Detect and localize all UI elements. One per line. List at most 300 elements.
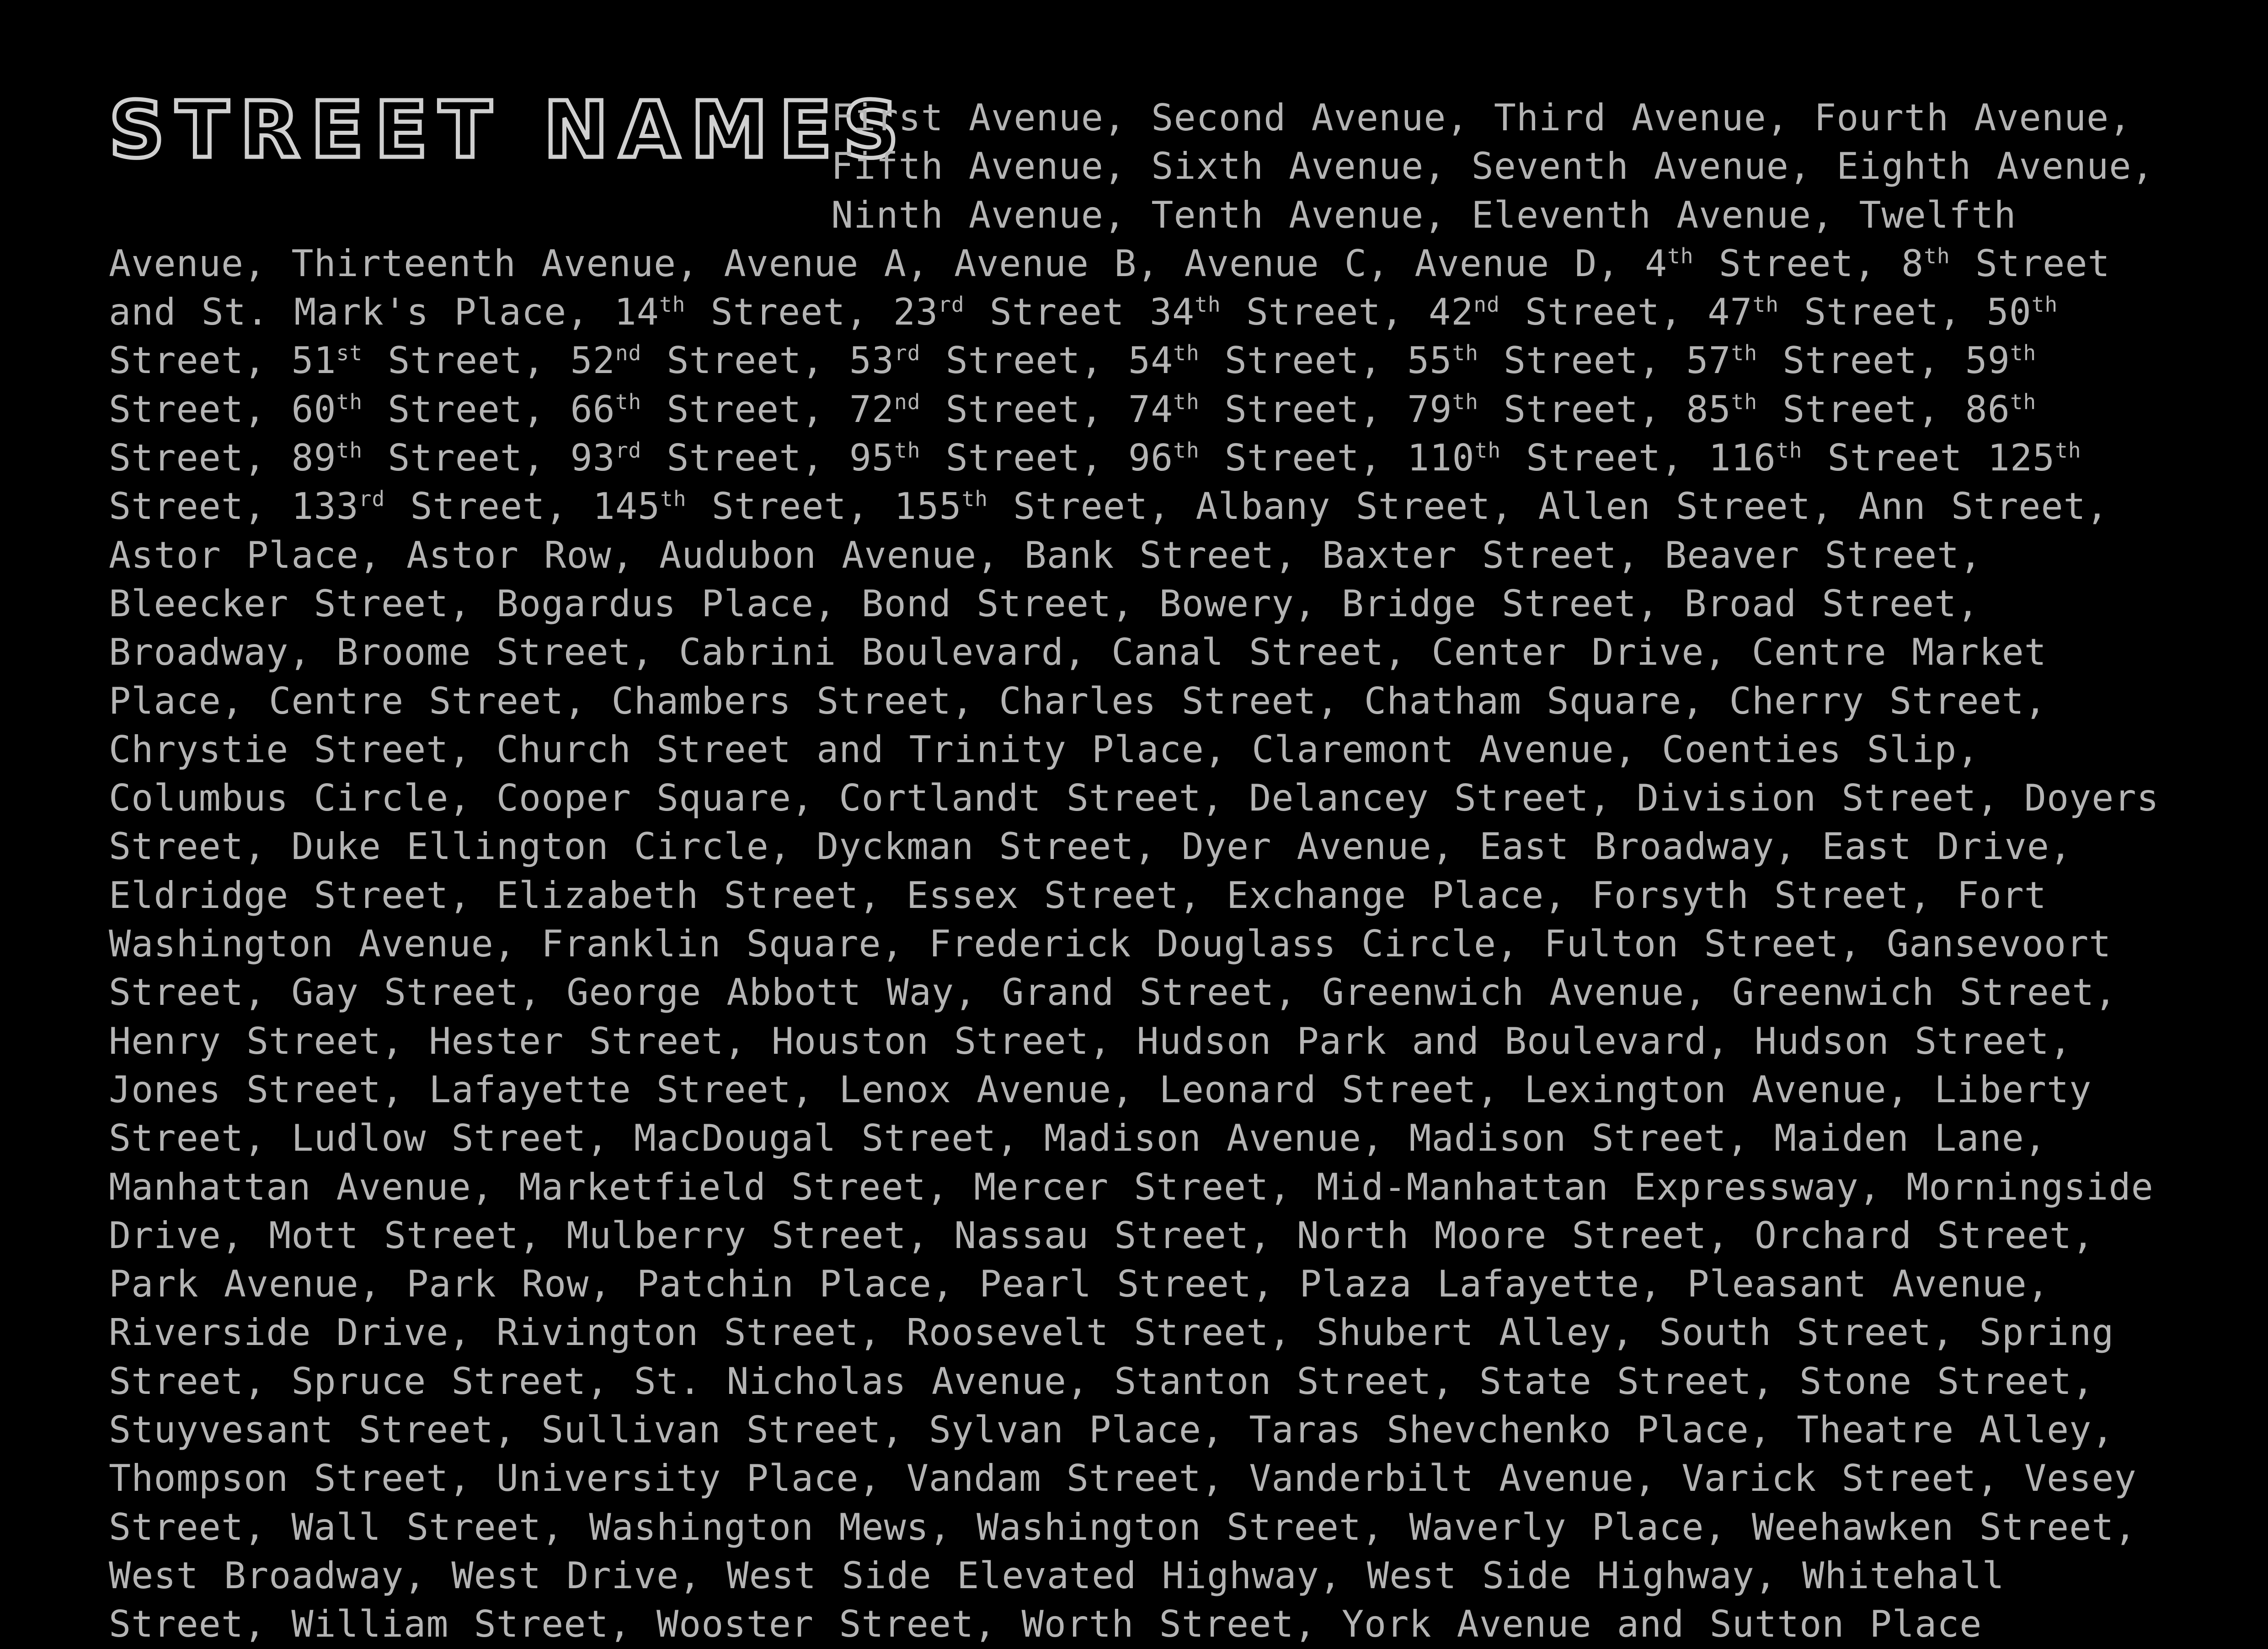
street-name: Bridge Street (1341, 582, 1637, 625)
street-name: 4th Street (1645, 242, 1854, 285)
street-name: 66th Street (570, 388, 802, 431)
street-name: Worth Street (1021, 1603, 1294, 1646)
street-name: Park Avenue (109, 1263, 359, 1306)
street-separator: , (243, 1505, 292, 1548)
street-separator: , (1909, 874, 1957, 917)
street-name: Varick Street (1681, 1457, 1977, 1500)
street-name: Hudson Park and Boulevard (1137, 1019, 1707, 1062)
street-separator: , (243, 1603, 292, 1646)
street-name: 89th Street (291, 437, 523, 480)
street-separator: , (974, 1603, 1022, 1646)
street-separator: , (381, 1019, 429, 1062)
street-separator: , (1359, 388, 1408, 431)
street-name: Hester Street (429, 1019, 724, 1062)
street-name: Bank Street (1024, 534, 1275, 576)
street-name: Church Street and Trinity Place (496, 728, 1204, 771)
street-name: 95th Street (849, 437, 1081, 480)
street-separator: , (1361, 1505, 1409, 1548)
street-separator: , (1294, 582, 1342, 625)
street-separator: , (845, 291, 893, 334)
street-separator: , (404, 1554, 452, 1597)
street-separator: , (1704, 631, 1752, 674)
street-name: Pleasant Avenue (1687, 1263, 2027, 1306)
street-separator: , (2049, 825, 2072, 868)
street-name: Tenth Avenue (1151, 193, 1424, 236)
street-name: Manhattan Avenue (109, 1165, 471, 1208)
street-separator: , (221, 679, 269, 722)
street-name: Greenwich Avenue (1322, 971, 1685, 1014)
street-names-poster (109, 85, 2175, 1646)
street-name: Fort Washington Avenue (109, 874, 2047, 966)
street-name: Third Avenue (1494, 96, 1766, 139)
street-name: Weehawken Street (1751, 1505, 2114, 1548)
street-separator: , (1766, 96, 1814, 139)
street-name: Ann Street (1858, 485, 2086, 528)
street-name: Doyers Street (109, 777, 2159, 868)
street-separator: , (518, 1214, 567, 1257)
street-name: Franklin Square (541, 923, 881, 966)
street-name: Madison Avenue (1044, 1117, 1362, 1160)
street-name: Shubert Alley (1316, 1311, 1612, 1354)
street-name: Grand Street (1002, 971, 1275, 1014)
street-list (109, 94, 2175, 1649)
street-name: Plaza Lafayette (1299, 1263, 1640, 1306)
street-separator: , (564, 679, 612, 722)
street-separator: , (1681, 679, 1729, 722)
street-separator: , (977, 534, 1025, 576)
street-name: Morningside Drive (109, 1165, 2154, 1257)
street-name: 145th Street (592, 485, 847, 528)
street-name: Spring Street (109, 1311, 2114, 1403)
street-separator: , (2049, 1019, 2072, 1062)
street-name: Cortlandt Street (839, 777, 1201, 820)
street-name: Broad Street (1684, 582, 1957, 625)
street-name: Ninth Avenue (831, 193, 1104, 236)
street-separator: , (566, 291, 614, 334)
street-name: Bond Street (861, 582, 1112, 625)
street-name: Dyckman Street (816, 825, 1134, 868)
street-separator: , (846, 485, 895, 528)
street-separator: , (1080, 339, 1128, 382)
street-name: York Avenue and Sutton Place (1341, 1603, 1982, 1646)
street-separator: , (881, 923, 929, 966)
street-name: Whitehall Street (109, 1554, 2005, 1646)
street-name: State Street (1479, 1360, 1752, 1403)
street-separator: , (931, 1263, 980, 1306)
street-separator: , (1707, 1214, 1755, 1257)
street-separator: , (2024, 679, 2047, 722)
street-name: Rivington Street (496, 1311, 859, 1354)
street-separator: , (1917, 388, 1965, 431)
street-name: Cooper Square (496, 777, 791, 820)
street-separator: , (1660, 291, 1708, 334)
street-separator: , (381, 1068, 429, 1111)
street-separator: , (1424, 145, 1472, 188)
street-separator: , (1886, 1068, 1935, 1111)
street-name: Eldridge Street (109, 874, 449, 917)
street-name: Broadway (109, 631, 289, 674)
street-separator: , (1704, 1505, 1752, 1548)
street-name: 72nd Street (849, 388, 1081, 431)
street-separator: , (1774, 825, 1822, 868)
street-name: First Avenue (831, 96, 1104, 139)
street-separator: , (859, 874, 907, 917)
street-separator: , (1751, 1360, 1800, 1403)
heading-text: STREET NAMES (109, 85, 910, 176)
street-name: Forsyth Street (1591, 874, 1909, 917)
street-separator: , (1614, 728, 1662, 771)
street-name: Bowery (1159, 582, 1294, 625)
street-separator: , (1853, 242, 1902, 285)
street-name: Leonard Street (1159, 1068, 1477, 1111)
street-name: Theatre Alley (1797, 1409, 2092, 1452)
street-name: Sixth Avenue (1151, 145, 1424, 188)
street-separator: , (523, 437, 571, 480)
street-separator: , (1274, 534, 1322, 576)
street-name: Nassau Street (954, 1214, 1249, 1257)
street-separator: , (1957, 728, 1980, 771)
street-name: Charles Street (999, 679, 1317, 722)
street-name: 74th Street (1128, 388, 1360, 431)
street-separator: , (1811, 193, 1859, 236)
street-name: Stone Street (1799, 1360, 2072, 1403)
street-name: 55th Street (1407, 339, 1638, 382)
street-separator: , (1476, 1068, 1525, 1111)
street-separator: , (1431, 1360, 1479, 1403)
street-separator: , (929, 1505, 977, 1548)
street-separator: , (243, 1117, 292, 1160)
street-separator: , (358, 1263, 407, 1306)
street-separator: , (358, 534, 407, 576)
street-name: 60th Street (291, 388, 523, 431)
street-name: Avenue C (1184, 242, 1367, 285)
street-separator: , (1294, 1603, 1342, 1646)
street-separator: , (1384, 631, 1432, 674)
street-separator: , (1661, 437, 1709, 480)
street-separator: , (801, 388, 849, 431)
street-separator: , (2086, 485, 2109, 528)
street-name: Centre Street (269, 679, 564, 722)
street-name: Washington Street (977, 1505, 1362, 1548)
street-name: Avenue B (954, 242, 1137, 285)
street-name: 93rd Street (570, 437, 802, 480)
street-name: Mott Street (269, 1214, 519, 1257)
street-name: Astor Place (109, 534, 359, 576)
street-separator: , (1544, 874, 1592, 917)
street-separator: , (523, 339, 571, 382)
street-separator: , (1959, 534, 1982, 576)
street-name: 53rd Street (849, 339, 1081, 382)
street-separator: , (906, 242, 955, 285)
street-separator: , (243, 388, 292, 431)
street-separator: , (801, 339, 849, 382)
street-separator: , (1638, 388, 1686, 431)
street-name: Broome Street (336, 631, 631, 674)
street-separator: , (1103, 193, 1152, 236)
street-separator: , (1066, 1360, 1115, 1403)
street-separator: , (1249, 1214, 1297, 1257)
street-name: Twelfth Avenue (109, 193, 2017, 285)
street-separator: , (1204, 728, 1252, 771)
street-separator: , (1754, 1554, 1803, 1597)
street-name: Essex Street (906, 874, 1179, 917)
street-separator: , (243, 437, 292, 480)
street-name: North Moore Street (1297, 1214, 1707, 1257)
street-separator: , (1089, 1019, 1137, 1062)
street-separator: , (1367, 242, 1415, 285)
street-separator: , (2114, 1505, 2137, 1548)
street-separator: , (951, 679, 999, 722)
street-separator: , (1496, 923, 1544, 966)
street-separator: , (545, 485, 593, 528)
street-separator: , (954, 971, 1002, 1014)
street-separator: , (1111, 1068, 1159, 1111)
street-name: Riverside Drive (109, 1311, 449, 1354)
street-separator: , (1381, 291, 1429, 334)
street-name: 14th Street (614, 291, 846, 334)
street-separator: , (1637, 582, 1685, 625)
street-separator: , (1810, 485, 1859, 528)
street-separator: , (1611, 1311, 1660, 1354)
street-name: Houston Street (771, 1019, 1089, 1062)
street-separator: , (2094, 971, 2117, 1014)
street-name: Lenox Avenue (839, 1068, 1112, 1111)
street-separator: , (1490, 485, 1538, 528)
street-name: Orchard Street (1754, 1214, 2072, 1257)
street-name: Mercer Street (974, 1165, 1269, 1208)
street-name: Cabrini Boulevard (679, 631, 1064, 674)
street-name: Waverly Place (1409, 1505, 1704, 1548)
street-separator: , (448, 874, 496, 917)
street-separator: , (1684, 971, 1732, 1014)
street-name: Marketfield Street (518, 1165, 926, 1208)
street-name: Avenue A (724, 242, 907, 285)
street-separator: , (1976, 777, 2024, 820)
street-separator: , (1201, 1409, 1249, 1452)
street-name: Henry Street (109, 1019, 381, 1062)
street-name: Bogardus Place (496, 582, 814, 625)
street-name: 57th Street (1686, 339, 1918, 382)
street-separator: , (1361, 1117, 1409, 1160)
street-name: 133rd Street (291, 485, 545, 528)
street-name: Patchin Place (636, 1263, 932, 1306)
street-separator: , (1617, 534, 1665, 576)
street-name: Seventh Avenue (1471, 145, 1789, 188)
street-name: Coenties Slip (1662, 728, 1957, 771)
street-name: Madison Street (1409, 1117, 1727, 1160)
street-separator: , (1111, 582, 1159, 625)
street-separator: , (1932, 1311, 1980, 1354)
street-separator: , (2131, 145, 2154, 188)
street-separator: , (586, 1117, 634, 1160)
street-name: University Place (496, 1457, 859, 1500)
street-name: Columbus Circle (109, 777, 449, 820)
street-name: Thirteenth Avenue (291, 242, 677, 285)
street-name: 47th Street (1708, 291, 1939, 334)
street-separator: , (243, 242, 292, 285)
street-name: 42nd Street (1429, 291, 1660, 334)
street-separator: , (1957, 582, 1980, 625)
street-separator: , (1274, 971, 1322, 1014)
street-separator: , (814, 582, 862, 625)
street-separator: , (1080, 388, 1128, 431)
street-separator: , (1424, 193, 1472, 236)
street-separator: , (1788, 145, 1837, 188)
street-separator: , (1137, 242, 1185, 285)
street-name: Stanton Street (1114, 1360, 1432, 1403)
street-name: East Drive (1822, 825, 2049, 868)
street-separator: , (1201, 1457, 1249, 1500)
street-separator: , (518, 971, 567, 1014)
street-separator: , (1134, 825, 1182, 868)
street-separator: , (1749, 1409, 1797, 1452)
street-separator: , (448, 582, 496, 625)
street-separator: , (221, 1214, 269, 1257)
street-separator: , (1063, 631, 1112, 674)
street-name: Stuyvesant Street (109, 1409, 494, 1452)
street-separator: , (2027, 1263, 2049, 1306)
street-name: MacDougal Street (634, 1117, 997, 1160)
street-separator: , (1431, 825, 1479, 868)
street-name: Washington Mews (589, 1505, 929, 1548)
street-name: South Street (1659, 1311, 1932, 1354)
street-name: Baxter Street (1322, 534, 1617, 576)
street-name: Park Row (406, 1263, 589, 1306)
street-separator: , (471, 1165, 519, 1208)
street-separator: , (523, 388, 571, 431)
street-separator: , (493, 923, 542, 966)
street-separator: , (2072, 1360, 2095, 1403)
street-separator: , (1201, 777, 1249, 820)
street-separator: , (448, 1457, 496, 1500)
street-name: William Street (291, 1603, 609, 1646)
street-name: Bleecker Street (109, 582, 449, 625)
street-name: Lexington Avenue (1524, 1068, 1887, 1111)
street-name: Second Avenue (1151, 96, 1446, 139)
street-separator: , (243, 825, 292, 868)
street-name: Fulton Street (1544, 923, 1839, 966)
street-name: Gay Street (291, 971, 519, 1014)
street-name: Albany Street (1195, 485, 1491, 528)
street-name: Fourth Avenue (1814, 96, 2109, 139)
street-name: 86th Street (109, 388, 2037, 480)
street-separator: , (1359, 437, 1408, 480)
street-separator: , (906, 1214, 955, 1257)
street-separator: , (589, 1263, 637, 1306)
street-name: Hudson Street (1754, 1019, 2049, 1062)
street-separator: , (448, 777, 496, 820)
street-name: Delancey Street (1249, 777, 1589, 820)
street-separator: , (1707, 1019, 1755, 1062)
street-separator: , (791, 1068, 839, 1111)
street-separator: , (1839, 923, 1887, 966)
street-name: Greenwich Street (1732, 971, 2095, 1014)
street-name: Astor Row (406, 534, 612, 576)
street-separator: , (1634, 1457, 1682, 1500)
street-name: Gansevoort Street (109, 923, 2112, 1014)
street-name: 155th Street (894, 485, 1148, 528)
street-separator: , (1917, 339, 1965, 382)
street-name: Sullivan Street (541, 1409, 881, 1452)
street-name: Duke Ellington Circle (291, 825, 769, 868)
street-name: Taras Shevchenko Place (1249, 1409, 1749, 1452)
street-name: St. Nicholas Avenue (634, 1360, 1067, 1403)
street-name: Sylvan Place (929, 1409, 1201, 1452)
street-name: 50th Street (109, 291, 2058, 382)
street-name: Dyer Avenue (1181, 825, 1432, 868)
street-separator: , (1589, 777, 1637, 820)
street-name: Audubon Avenue (659, 534, 977, 576)
street-separator: , (1319, 1554, 1367, 1597)
street-name: West Broadway (109, 1554, 404, 1597)
street-separator: , (791, 777, 839, 820)
street-name: 96th Street (1128, 437, 1360, 480)
street-separator: , (243, 339, 292, 382)
street-separator: , (1858, 1165, 1906, 1208)
street-name: George Abbott Way (566, 971, 955, 1014)
street-separator: , (676, 242, 724, 285)
street-name: Thompson Street (109, 1457, 449, 1500)
street-separator: , (1103, 145, 1152, 188)
street-name: Allen Street (1538, 485, 1811, 528)
street-separator: , (1638, 339, 1686, 382)
street-name: Canal Street (1111, 631, 1384, 674)
street-separator: , (801, 437, 849, 480)
street-separator: , (1269, 1165, 1317, 1208)
street-name: Fifth Avenue (831, 145, 1104, 188)
street-separator: , (2109, 96, 2132, 139)
street-name: West Side Elevated Highway (726, 1554, 1319, 1597)
street-separator: , (243, 485, 292, 528)
street-separator: , (1269, 1311, 1317, 1354)
street-name: 110th Street (1407, 437, 1661, 480)
street-separator: , (679, 1554, 727, 1597)
street-name: Claremont Avenue (1252, 728, 1614, 771)
street-separator: , (1252, 1263, 1300, 1306)
street-name: Elizabeth Street (496, 874, 859, 917)
street-separator: , (1446, 96, 1494, 139)
street-separator: , (611, 534, 659, 576)
street-separator: , (926, 1165, 974, 1208)
street-separator: , (288, 631, 336, 674)
street-separator: , (243, 1360, 292, 1403)
street-name: East Broadway (1479, 825, 1774, 868)
street-separator: , (1103, 96, 1152, 139)
street-name: Centre Market Place (109, 631, 2047, 722)
street-name: 79th Street (1407, 388, 1638, 431)
street-name: Division Street (1637, 777, 1977, 820)
street-separator: , (448, 728, 496, 771)
street-separator: , (768, 825, 817, 868)
street-separator: , (724, 1019, 772, 1062)
street-name: Eleventh Avenue (1471, 193, 1812, 236)
street-separator: , (1080, 437, 1128, 480)
street-name: 116th Street 125th Street (109, 437, 2081, 528)
street-separator: , (859, 1457, 907, 1500)
street-name: Roosevelt Street (906, 1311, 1269, 1354)
street-separator: , (881, 1409, 929, 1452)
poster-heading (109, 85, 910, 191)
street-name: 59th Street (109, 339, 2037, 431)
street-name: Vanderbilt Avenue (1249, 1457, 1634, 1500)
street-name: West Drive (451, 1554, 679, 1597)
street-name: Eighth Avenue (1836, 145, 2132, 188)
street-name: Spruce Street (291, 1360, 587, 1403)
street-separator: , (448, 1311, 496, 1354)
street-name: Lafayette Street (429, 1068, 791, 1111)
street-separator: , (2072, 1214, 2095, 1257)
street-name: Exchange Place (1227, 874, 1544, 917)
